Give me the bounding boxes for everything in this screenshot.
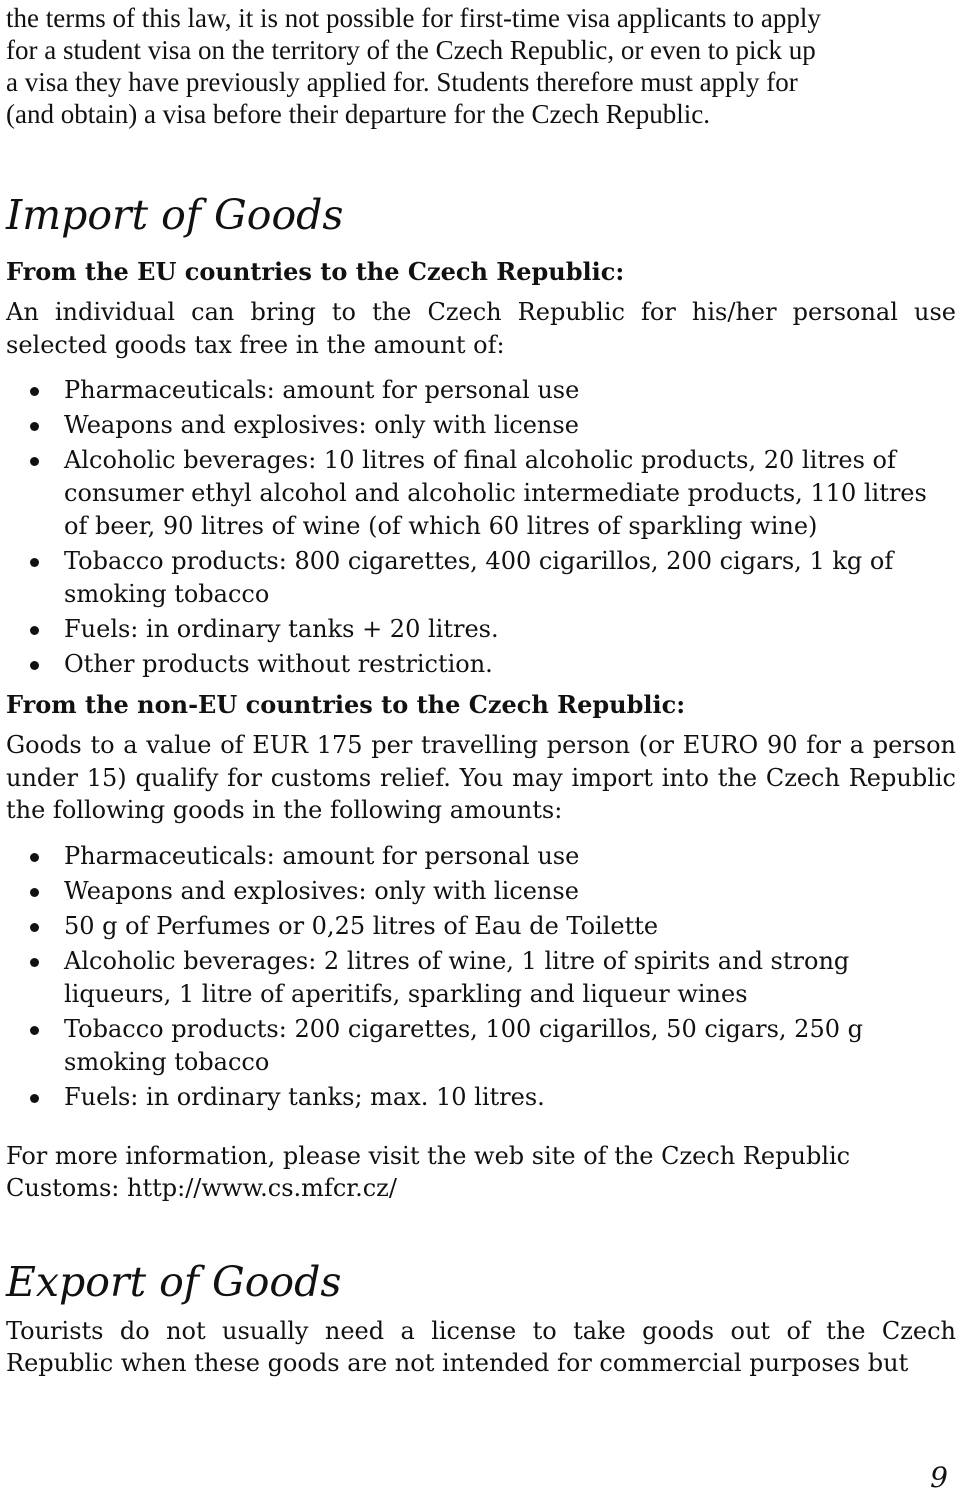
list-item (6, 1013, 956, 1079)
non-eu-import-text: Goods to a value of EUR 175 per travelling person (or EURO 90 for a person under 15) qualify for customs relief. You may import into the Czech Republic the following goods in the following amounts: (6, 731, 956, 824)
intro-line: for a student visa on the territory of the Czech Republic, or even to pick up (6, 35, 816, 65)
bullet-icon (30, 853, 39, 862)
list-item-text: 50 g of Perfumes or 0,25 litres of Eau de Toilette (64, 911, 659, 940)
bullet-icon (30, 558, 39, 567)
list-item-text: Tobacco products: 200 cigarettes, 100 cigarillos, 50 cigars, 250 g smoking tobacco (64, 1014, 863, 1076)
list-item (6, 613, 956, 646)
bullet-icon (30, 457, 39, 466)
list-item-text: Pharmaceuticals: amount for personal use (64, 376, 580, 404)
list-item (6, 444, 956, 543)
list-item (6, 945, 956, 1011)
more-info-text: For more information, please visit the web site of the Czech Republic Customs: http://www.cs.mfcr.cz/ (6, 1141, 851, 1202)
bullet-icon (30, 923, 39, 932)
non-eu-import-heading: From the non-EU countries to the Czech Republic: (6, 690, 686, 719)
bullet-icon (30, 661, 39, 670)
list-item-text: Pharmaceuticals: amount for personal use (64, 841, 580, 870)
list-item-text: Fuels: in ordinary tanks + 20 litres. (64, 615, 499, 643)
list-item-text: Alcoholic beverages: 2 litres of wine, 1 litre of spirits and strong liqueurs, 1 litre of aperitifs, sparkling and liqueur wines (64, 946, 850, 1008)
intro-line: the terms of this law, it is not possible for first-time visa applicants to apply (6, 3, 821, 33)
intro-paragraph (6, 0, 956, 130)
bullet-icon (30, 1026, 39, 1035)
bullet-icon (30, 387, 39, 396)
eu-import-heading: From the EU countries to the Czech Republic: (6, 257, 625, 286)
list-item (6, 409, 956, 442)
list-item (6, 374, 956, 407)
list-item (6, 648, 956, 681)
list-item-text: Weapons and explosives: only with license (64, 411, 579, 439)
list-item (6, 840, 956, 873)
list-item-text: Tobacco products: 800 cigarettes, 400 cigarillos, 200 cigars, 1 kg of smoking tobacco (64, 547, 894, 608)
eu-import-list (6, 374, 956, 681)
intro-line: (and obtain) a visa before their departure for the Czech Republic. (6, 99, 710, 129)
bullet-icon (30, 626, 39, 635)
list-item-text: Alcoholic beverages: 10 litres of final alcoholic products, 20 litres of consumer ethyl alcohol and alcoholic intermediate products, 110 litres of beer, 90 litres of wine (of which 60 litres of sparkling wine) (64, 446, 927, 540)
bullet-icon (30, 888, 39, 897)
page-number: 9 (930, 1461, 948, 1494)
document-page (6, 0, 956, 1380)
bullet-icon (30, 422, 39, 431)
bullet-icon (30, 1094, 39, 1103)
export-section-title: Export of Goods (6, 1257, 342, 1306)
list-item-text: Other products without restriction. (64, 650, 493, 678)
bullet-icon (30, 958, 39, 967)
list-item-text: Fuels: in ordinary tanks; max. 10 litres. (64, 1082, 545, 1111)
list-item (6, 545, 956, 611)
import-section-title: Import of Goods (6, 191, 344, 239)
non-eu-import-list (6, 840, 956, 1114)
list-item (6, 1081, 956, 1114)
list-item (6, 910, 956, 943)
intro-line: a visa they have previously applied for. Students therefore must apply for (6, 67, 798, 97)
eu-import-text: An individual can bring to the Czech Republic for his/her personal use selected goods tax free in the amount of: (6, 298, 956, 359)
export-text: Tourists do not usually need a license to take goods out of the Czech Republic when these goods are not intended for commercial purposes but (6, 1316, 956, 1377)
list-item-text: Weapons and explosives: only with license (64, 876, 579, 905)
list-item (6, 875, 956, 908)
